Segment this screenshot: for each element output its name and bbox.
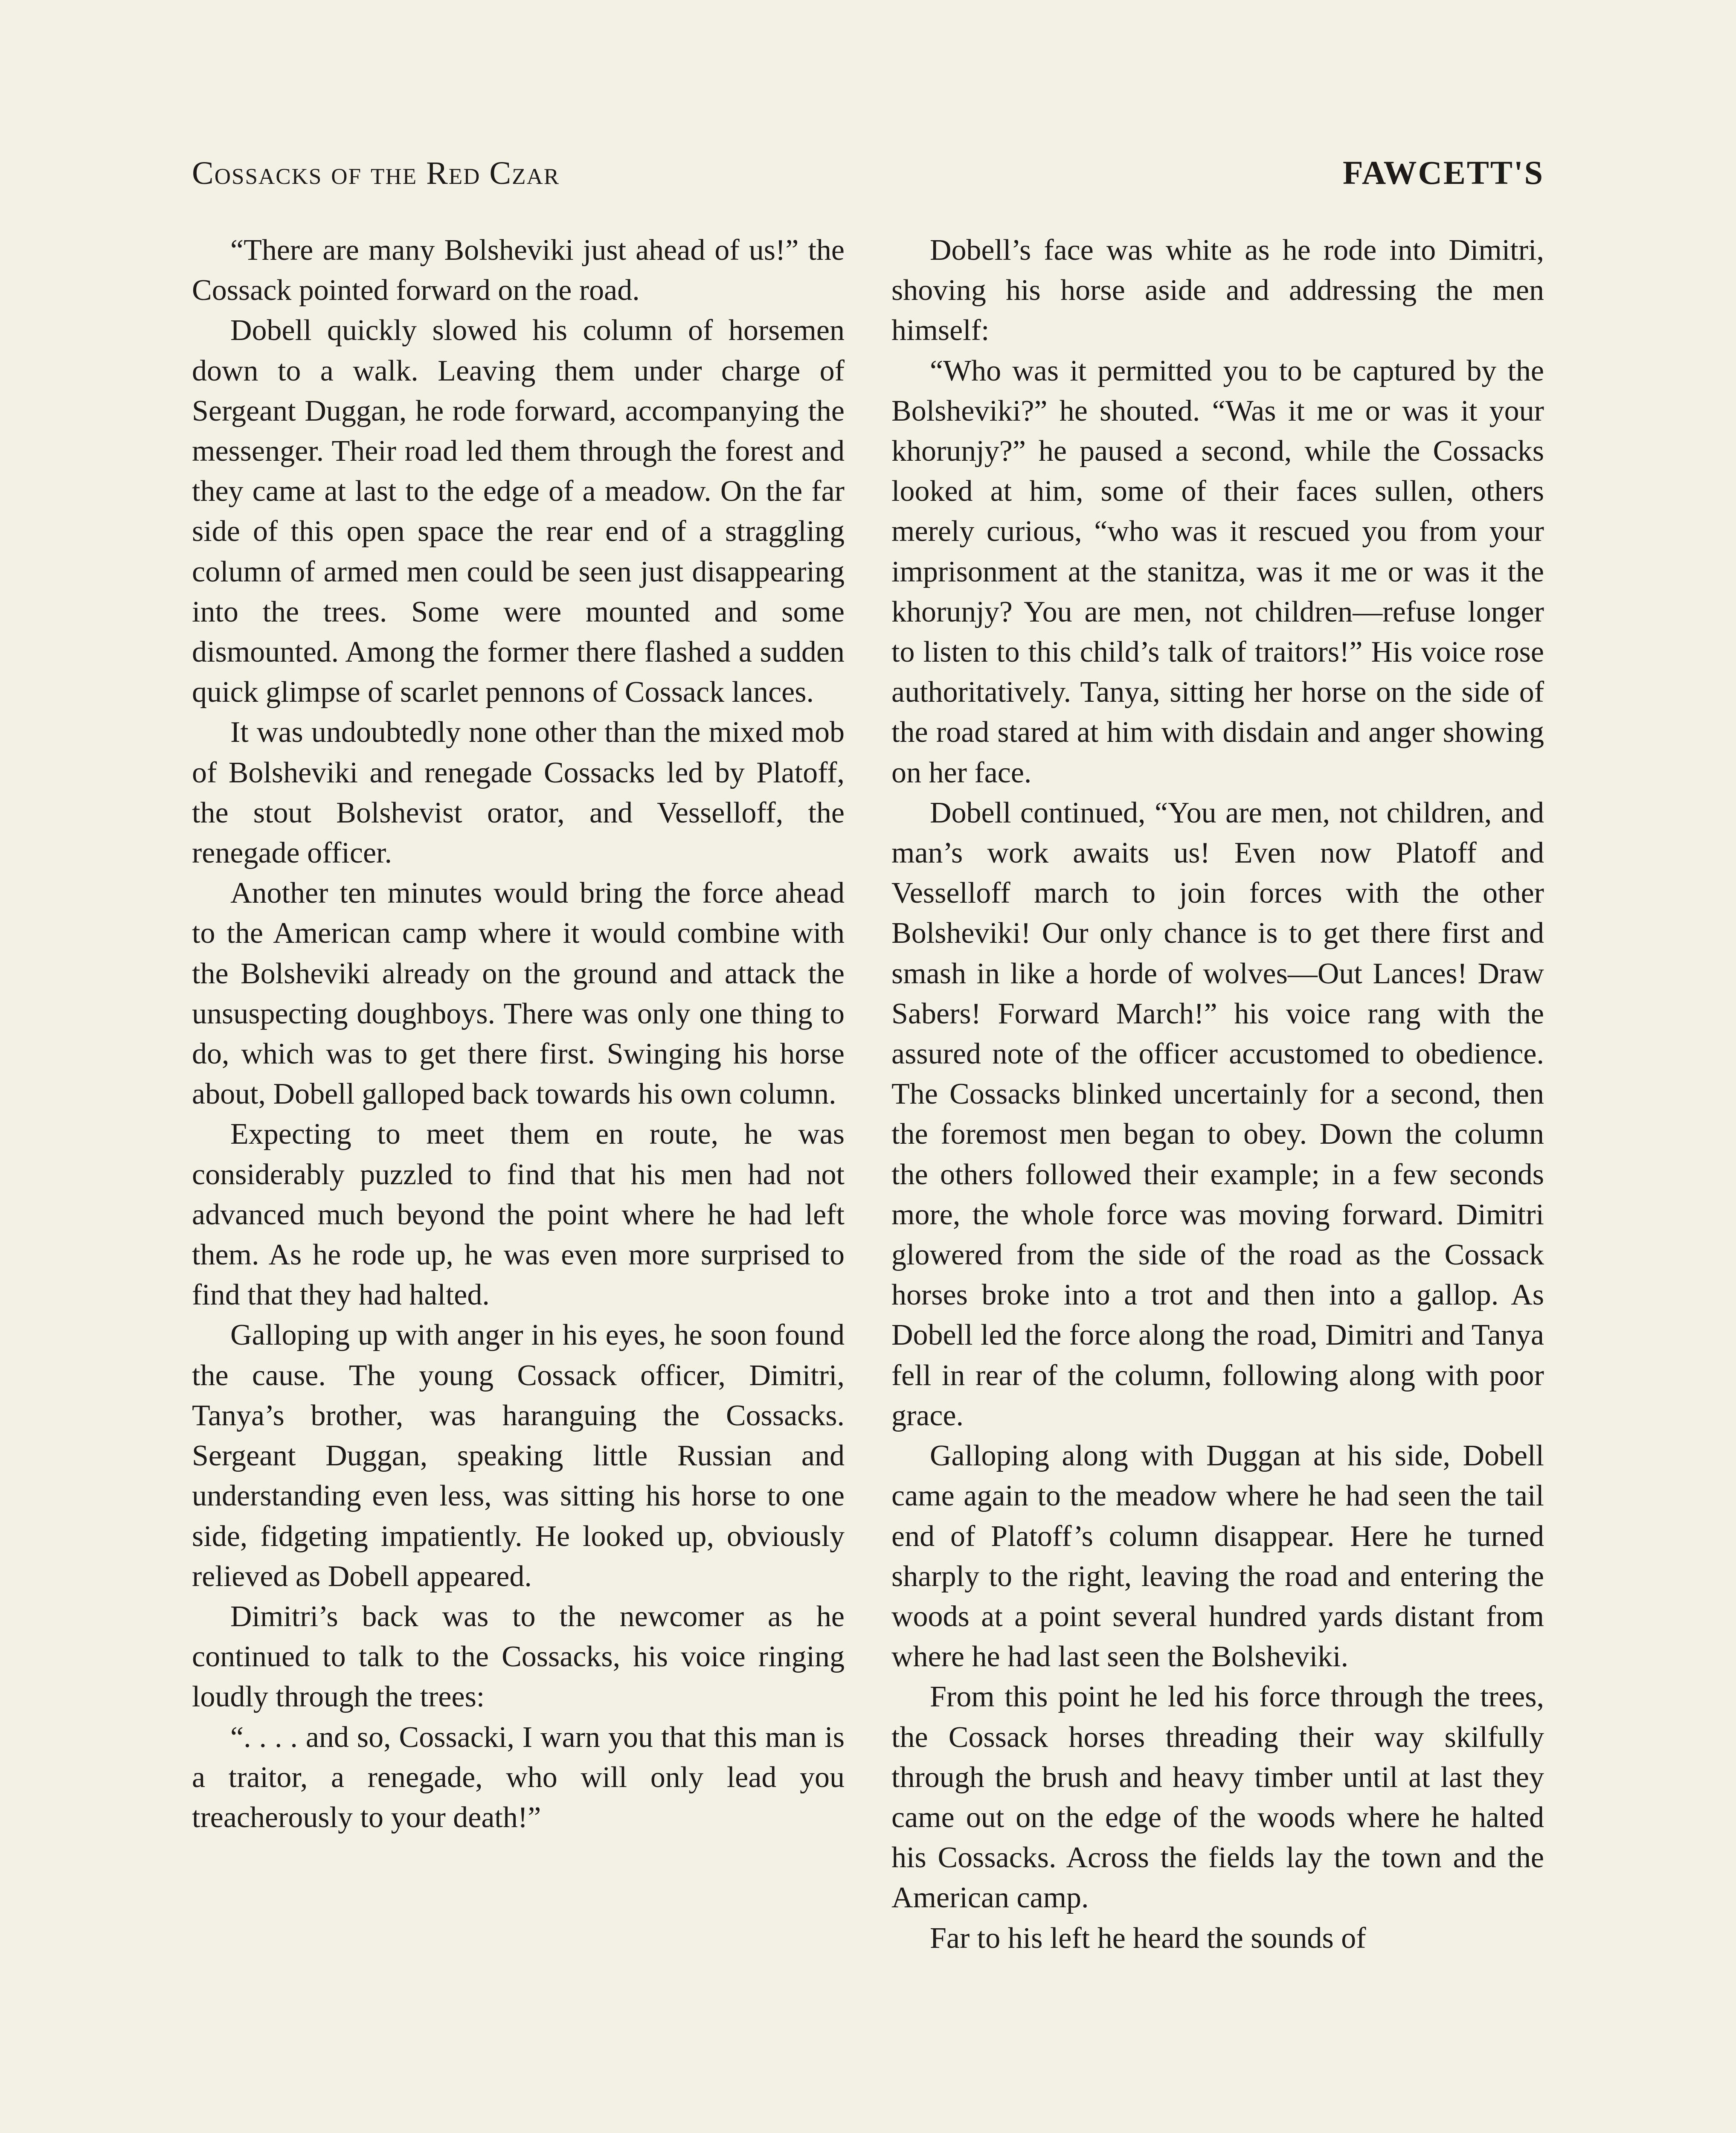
- running-header: [192, 154, 1544, 192]
- paragraph: “Who was it permitted you to be captured by the Bolsheviki?” he shouted. “Was it me or was it your khorunjy?” he paused a second, while the Cossacks looked at him, some of their faces sullen, others merely curious, “who was it rescued you from your imprisonment at the stanitza, was it me or was it the khorunjy? You are men, not children—refuse longer to listen to this child’s talk of traitors!” His voice rose authoritatively. Tanya, sitting her horse on the side of the road stared at him with disdain and anger showing on her face.: [891, 354, 1544, 789]
- paragraph: Dobell quickly slowed his column of horsemen down to a walk. Leaving them under charge of Sergeant Duggan, he rode forward, accompanying the messenger. Their road led them through the forest and they came at last to the edge of a meadow. On the far side of this open space the rear end of a straggling column of armed men could be seen just disappearing into the trees. Some were mounted and some dismounted. Among the former there flashed a sudden quick glimpse of scarlet pennons of Cossack lances.: [192, 314, 845, 709]
- paragraph: It was undoubtedly none other than the mixed mob of Bolsheviki and renegade Cossacks led by Platoff, the stout Bolshevist orator, and Vesselloff, the renegade officer.: [192, 716, 845, 870]
- running-title: Cossacks of the Red Czar: [192, 155, 560, 191]
- paragraph: From this point he led his force through the trees, the Cossack horses threading their way skilfully through the brush and heavy timber until at last they came out on the edge of the woods where he halted his Cossacks. Across the fields lay the town and the American camp.: [891, 1680, 1544, 1915]
- publication-name: FAWCETT'S: [1343, 154, 1544, 191]
- paragraph: Far to his left he heard the sounds of: [930, 1921, 1366, 1955]
- paragraph: Expecting to meet them en route, he was considerably puzzled to find that his men had not advanced much beyond the point where he had left them. As he rode up, he was even more surprised to find that they had halted.: [192, 1118, 845, 1312]
- paragraph: Another ten minutes would bring the force ahead to the American camp where it would combine with the Bolsheviki already on the ground and attack the unsuspecting doughboys. There was only one thing to do, which was to get there first. Swinging his horse about, Dobell galloped back towards his own column.: [192, 877, 845, 1111]
- paragraph: Galloping up with anger in his eyes, he soon found the cause. The young Cossack officer, Dimitri, Tanya’s brother, was haranguing the Cossacks. Sergeant Duggan, speaking little Russian and understanding even less, was sitting his horse to one side, fidgeting impatiently. He looked up, obviously relieved as Dobell appeared.: [192, 1319, 845, 1593]
- paragraph: “There are many Bolsheviki just ahead of us!” the Cossack pointed forward on the road.: [192, 234, 845, 307]
- text-columns: [192, 230, 1544, 2133]
- paragraph: Dobell continued, “You are men, not children, and man’s work awaits us! Even now Platoff and Vesselloff march to join forces with the other Bolsheviki! Our only chance is to get there first and smash in like a horde of wolves—Out Lances! Draw Sabers! Forward March!” his voice rang with the assured note of the officer accustomed to obedience. The Cossacks blinked uncertainly for a second, then the foremost men began to obey. Down the column the others followed their example; in a few seconds more, the whole force was moving forward. Dimitri glowered from the side of the road as the Cossack horses broke into a trot and then into a gallop. As Dobell led the force along the road, Dimitri and Tanya fell in rear of the column, following along with poor grace.: [891, 796, 1544, 1432]
- left-column: [192, 230, 845, 2133]
- paragraph: “. . . . and so, Cossacki, I warn you that this man is a traitor, a renegade, who will only lead you treacherously to your death!”: [192, 1720, 845, 1834]
- paragraph: Dobell’s face was white as he rode into Dimitri, shoving his horse aside and addressing the men himself:: [891, 234, 1544, 347]
- paragraph: Dimitri’s back was to the newcomer as he continued to talk to the Cossacks, his voice ringing loudly through the trees:: [192, 1600, 845, 1714]
- right-column: [891, 230, 1544, 2133]
- paragraph: Galloping along with Duggan at his side, Dobell came again to the meadow where he had seen the tail end of Platoff’s column disappear. Here he turned sharply to the right, leaving the road and entering the woods at a point several hundred yards distant from where he had last seen the Bolsheviki.: [891, 1439, 1544, 1674]
